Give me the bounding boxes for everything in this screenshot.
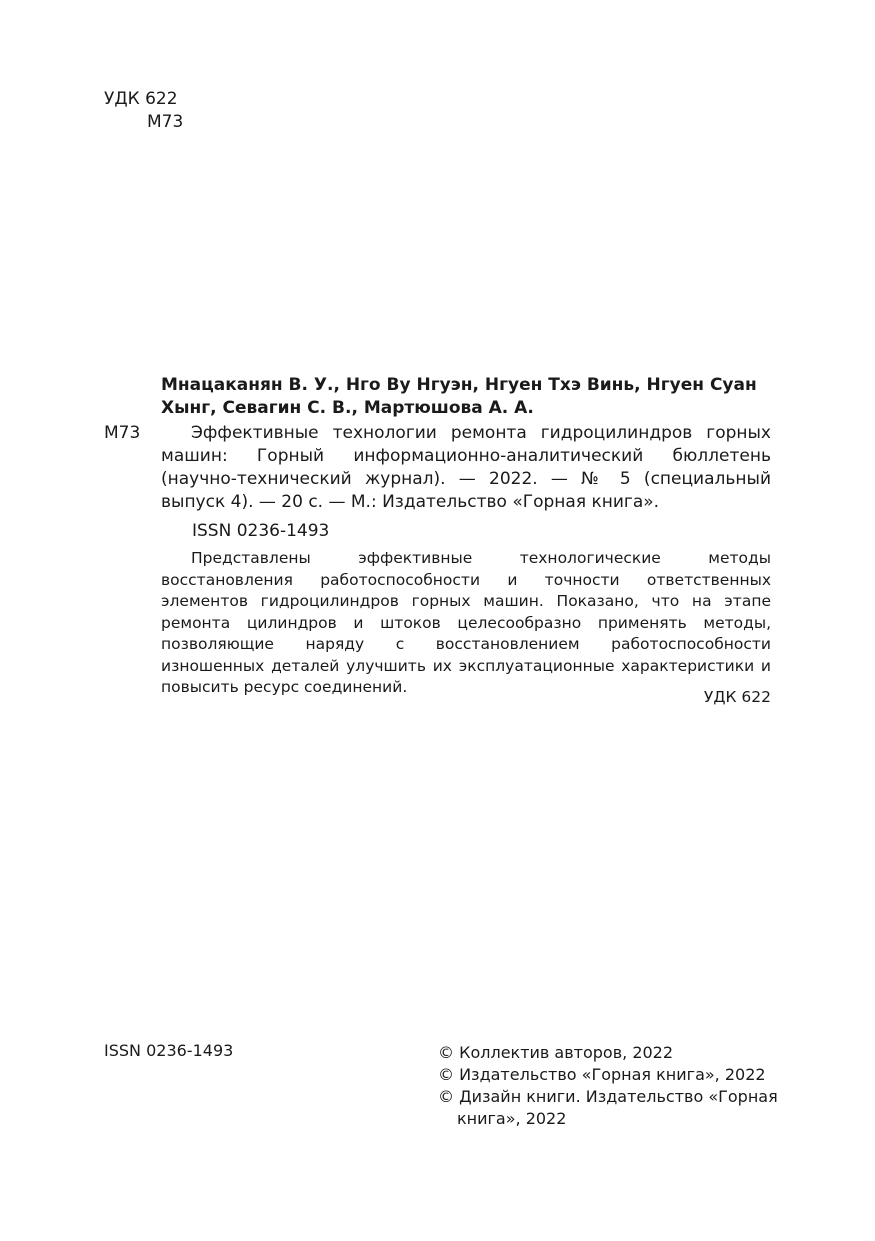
issn-bottom: ISSN 0236-1493 <box>104 1041 234 1060</box>
abstract-paragraph: Представлены эффективные технологические методы восстановления работоспособности и точности ответственных элементов гидроцилиндров горных машин. Показано, что на этапе ремонта цилиндров и штоков целесообразно применять методы, позволяющие наряду с восстановлением работоспособности изношенных деталей улучшить их эксплуатационные характеристики и повысить ресурс соединений. <box>161 549 771 696</box>
issn-inline: ISSN 0236-1493 <box>192 521 330 541</box>
udk-right: УДК 622 <box>703 688 771 706</box>
copyright-block <box>438 1042 778 1130</box>
copyright-line-authors: © Коллектив авторов, 2022 <box>438 1043 674 1062</box>
copyright-line-design: © Дизайн книги. Издательство «Горная книга», 2022 <box>438 1087 778 1128</box>
author-mark-marker: М73 <box>104 423 141 443</box>
udk-code: УДК 622 <box>104 89 178 109</box>
author-mark-index: М73 <box>147 112 184 132</box>
bibliographic-description: Эффективные технологии ремонта гидроцилиндров горных машин: Горный информационно-аналитический бюллетень (научно-технический журнал). — 2022. — № 5 (специальный выпуск 4). — 20 с. — М.: Издательство «Горная книга». <box>161 423 771 512</box>
copyright-line-publisher: © Издательство «Горная книга», 2022 <box>438 1065 766 1084</box>
authors-list: Мнацаканян В. У., Нго Ву Нгуэн, Нгуен Тхэ Винь, Нгуен Суан Хынг, Севагин С. В., Мартюшова А. А. <box>161 375 757 418</box>
udk-block <box>104 88 183 134</box>
